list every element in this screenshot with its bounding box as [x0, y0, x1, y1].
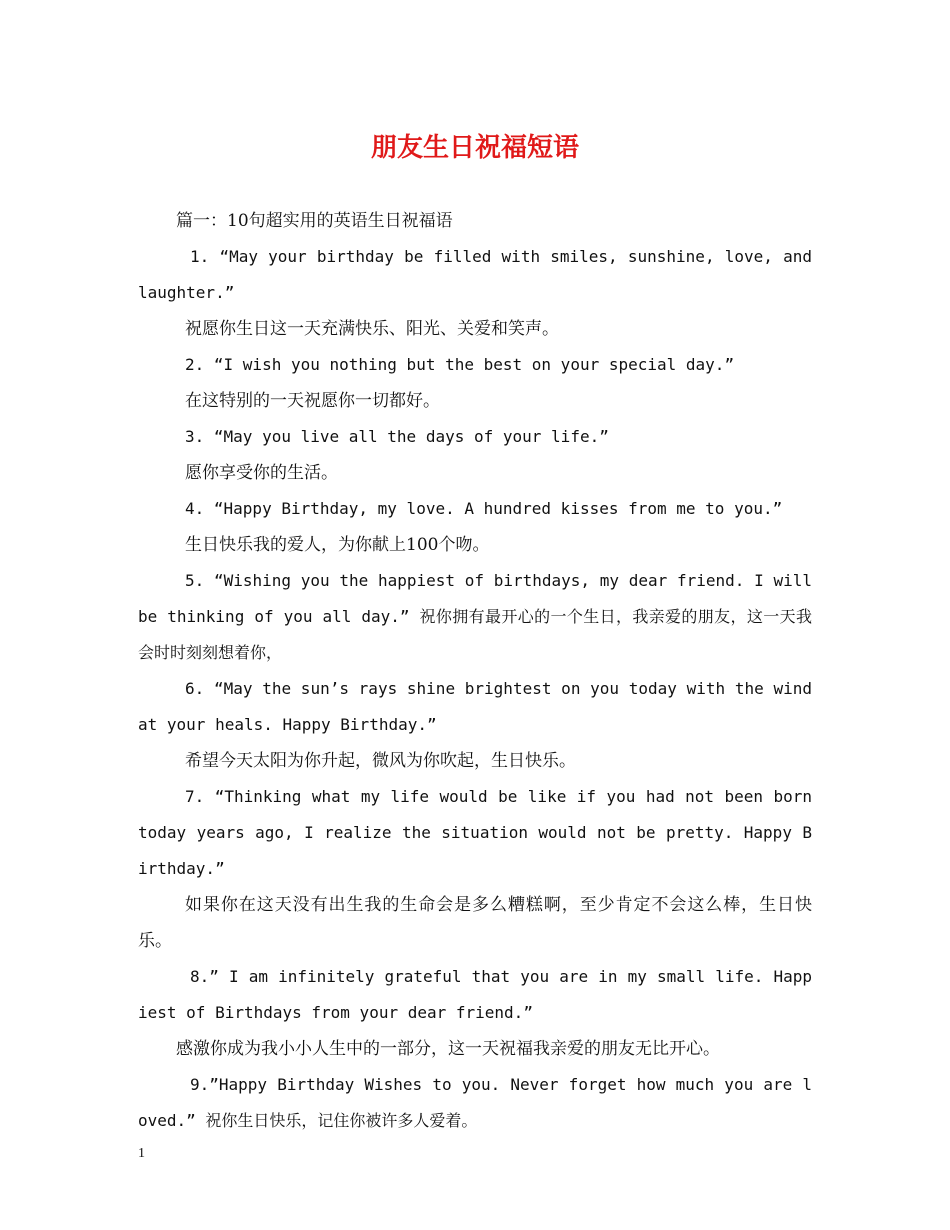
paragraph: 祝愿你生日这一天充满快乐、阳光、关爱和笑声。 — [185, 319, 559, 339]
paragraph: 2. “I wish you nothing but the best on your special day.” — [185, 355, 735, 374]
document-title: 朋友生日祝福短语 — [370, 133, 579, 163]
paragraph: 如果你在这天没有出生我的生命会是多么糟糕啊，至少肯定不会这么棒，生日快乐。 — [138, 895, 812, 951]
paragraph: 生日快乐我的爱人，为你献上100个吻。 — [185, 535, 490, 555]
paragraph: 愿你享受你的生活。 — [185, 463, 338, 483]
page-number: 1 — [138, 1146, 145, 1161]
paragraph: 8.” I am infinitely grateful that you are in my small life. Happiest of Birthdays from your dear friend.” — [138, 967, 812, 1022]
document-body — [138, 203, 812, 1139]
paragraph: 6. “May the sun’s rays shine brightest on you today with the wind at your heals. Happy Birthday.” — [138, 679, 812, 734]
paragraph: 篇一：10句超实用的英语生日祝福语 — [176, 211, 453, 231]
paragraph: 感激你成为我小小人生中的一部分，这一天祝福我亲爱的朋友无比开心。 — [176, 1039, 720, 1059]
paragraph: 7. “Thinking what my life would be like if you had not been born today years ago, I realize the situation would not be pretty. Happy Birthday.” — [138, 787, 812, 878]
paragraph: 4. “Happy Birthday, my love. A hundred kisses from me to you.” — [185, 499, 783, 518]
paragraph: 9.”Happy Birthday Wishes to you. Never forget how much you are loved.” 祝你生日快乐，记住你被许多人爱着。 — [138, 1075, 812, 1130]
paragraph: 3. “May you live all the days of your life.” — [185, 427, 609, 446]
paragraph: 1. “May your birthday be filled with smiles, sunshine, love, and laughter.” — [138, 247, 812, 302]
paragraph: 5. “Wishing you the happiest of birthdays, my dear friend. I will be thinking of you all day.” 祝你拥有最开心的一个生日，我亲爱的朋友，这一天我会时时刻刻想着你， — [138, 571, 812, 662]
paragraph: 在这特别的一天祝愿你一切都好。 — [185, 391, 440, 411]
paragraph: 希望今天太阳为你升起，微风为你吹起，生日快乐。 — [185, 751, 576, 771]
